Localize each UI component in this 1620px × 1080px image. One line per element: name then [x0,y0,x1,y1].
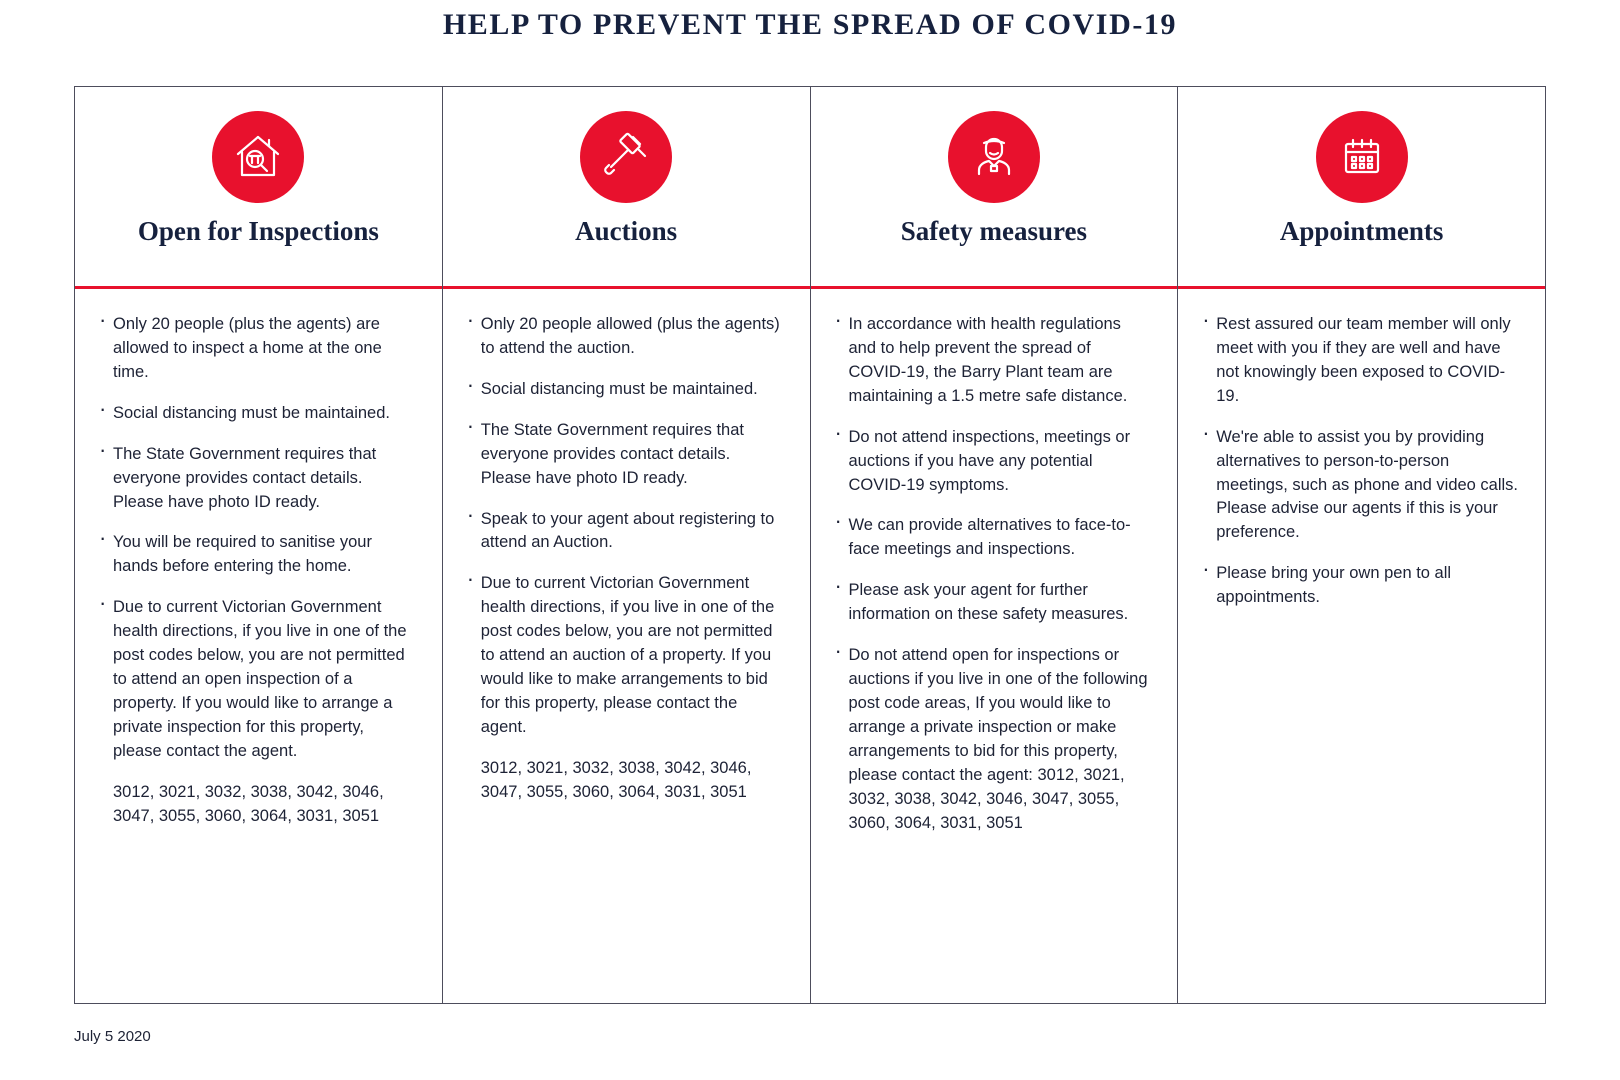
footer-date: July 5 2020 [74,1028,151,1045]
column-header [1178,87,1545,289]
bullet-list [833,313,1152,836]
column-header [75,87,442,289]
list-item: · Due to current Victorian Government health directions, if you live in one of the post codes below, you are not permitted to attend an auction of a property. If you would like to make arrangements to bid for this property, please contact the agent. [465,572,784,739]
page-title: HELP TO PREVENT THE SPREAD OF COVID-19 [442,8,1178,41]
column-body [443,289,810,1003]
column-header [443,87,810,289]
list-item: · Social distancing must be maintained. [465,378,784,402]
postcode-list: 3012, 3021, 3032, 3038, 3042, 3046, 3047, 3055, 3060, 3064, 3031, 3051 [480,758,752,801]
list-item: · Rest assured our team member will only meet with you if they are well and have not knowingly been exposed to COVID-19. [1200,313,1519,409]
column-title: Auctions [575,216,678,246]
person-agent-icon [948,111,1040,203]
bullet-list [1200,313,1519,610]
column-body [75,289,442,1003]
column-title: Appointments [1279,216,1444,246]
bullet-list [465,313,784,740]
house-magnifier-icon [212,111,304,203]
info-grid [74,86,1546,1004]
list-item: · Social distancing must be maintained. [97,402,416,426]
bullet-list [97,313,416,764]
list-item: · In accordance with health regulations and to help prevent the spread of COVID-19, the Barry Plant team are maintaining a 1.5 metre safe distance. [833,313,1152,409]
list-item: · Speak to your agent about registering to attend an Auction. [465,508,784,556]
column-auctions [443,87,811,1003]
list-item: · Only 20 people (plus the agents) are allowed to inspect a home at the one time. [97,313,416,385]
list-item: · Please bring your own pen to all appointments. [1200,562,1519,610]
column-open-for-inspections [75,87,443,1003]
gavel-icon [580,111,672,203]
list-item: · We're able to assist you by providing alternatives to person-to-person meetings, such as phone and video calls. Please advise our agents if this is your preference. [1200,426,1519,546]
column-safety-measures [811,87,1179,1003]
postcode-list: 3012, 3021, 3032, 3038, 3042, 3046, 3047, 3055, 3060, 3064, 3031, 3051 [113,782,384,825]
column-body [811,289,1178,1003]
list-item: · Do not attend inspections, meetings or auctions if you have any potential COVID-19 symptoms. [833,426,1152,498]
column-header [811,87,1178,289]
column-appointments [1178,87,1545,1003]
list-item: · Only 20 people allowed (plus the agents) to attend the auction. [465,313,784,361]
list-item: · Do not attend open for inspections or auctions if you live in one of the following post code areas, If you would like to arrange a private inspection or make arrangements to bid for this property, please contact the agent: 3012, 3021, 3032, 3038, 3042, 3046, 3047, 3055, 3060, 3064, 3031, 3051 [833,644,1152,835]
list-item: · Please ask your agent for further information on these safety measures. [833,579,1152,627]
list-item: · Due to current Victorian Government health directions, if you live in one of the post codes below, you are not permitted to attend an open inspection of a property. If you would like to arrange a private inspection for this property, please contact the agent. [97,596,416,763]
calendar-icon [1316,111,1408,203]
column-body [1178,289,1545,1003]
list-item: · The State Government requires that everyone provides contact details. Please have photo ID ready. [97,443,416,515]
list-item: · The State Government requires that everyone provides contact details. Please have photo ID ready. [465,419,784,491]
list-item: · You will be required to sanitise your hands before entering the home. [97,531,416,579]
column-title: Safety measures [900,216,1087,246]
column-title: Open for Inspections [137,216,379,246]
list-item: · We can provide alternatives to face-to-face meetings and inspections. [833,514,1152,562]
